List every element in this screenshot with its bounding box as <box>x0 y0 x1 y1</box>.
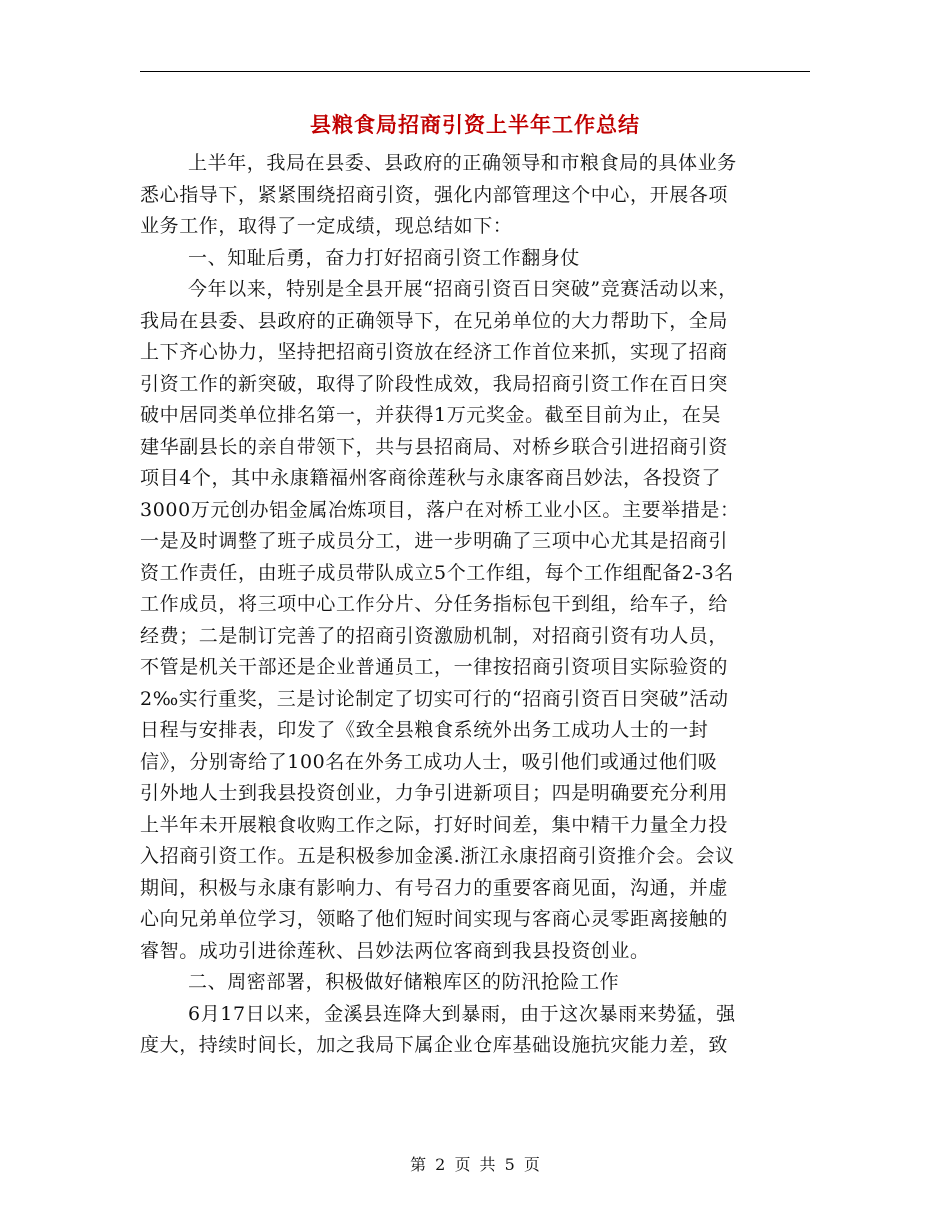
body-line: 资工作责任，由班子成员带队成立5个工作组，每个工作组配备2-3名 <box>140 561 734 584</box>
body-line: 6月17日以来，金溪县连降大到暴雨，由于这次暴雨来势猛，强 <box>188 1002 736 1025</box>
body-line: 入招商引资工作。五是积极参加金溪.浙江永康招商引资推介会。会议 <box>140 845 735 867</box>
header-rule <box>140 71 810 72</box>
body-line: 建华副县长的亲自带领下，共与县招商局、对桥乡联合引进招商引资 <box>140 435 729 458</box>
body-line: 经费；二是制订完善了的招商引资激励机制，对招商引资有功人员， <box>140 624 729 647</box>
document-body <box>140 148 810 1062</box>
body-line: 上下齐心协力，坚持把招商引资放在经济工作首位来抓，实现了招商 <box>140 341 729 363</box>
page-number: 第 2 页 共 5 页 <box>410 1155 540 1174</box>
body-line: 项目4个，其中永康籍福州客商徐莲秋与永康客商吕妙法，各投资了 <box>140 467 722 489</box>
body-line: 心向兄弟单位学习，领略了他们短时间实现与客商心灵零距离接触的 <box>140 908 729 930</box>
body-line: 期间，积极与永康有影响力、有号召力的重要客商见面，沟通，并虚 <box>140 876 729 899</box>
body-line: 信》，分别寄给了100名在外务工成功人士，吸引他们或通过他们吸 <box>140 750 718 773</box>
body-line: 不管是机关干部还是企业普通员工，一律按招商引资项目实际验资的 <box>140 656 729 678</box>
section-heading-1: 一、知耻后勇，奋力打好招商引资工作翻身仗 <box>188 246 581 269</box>
body-line: 3000万元创办铝金属冶炼项目，落户在对桥工业小区。主要举措是： <box>140 498 740 521</box>
body-line: 引外地人士到我县投资创业，力争引进新项目；四是明确要充分利用 <box>140 782 729 804</box>
body-line: 上半年未开展粮食收购工作之际，打好时间差，集中精干力量全力投 <box>140 813 729 836</box>
document-title: 县粮食局招商引资上半年工作总结 <box>310 113 640 137</box>
body-line: 业务工作，取得了一定成绩，现总结如下： <box>140 215 513 237</box>
body-line: 上半年，我局在县委、县政府的正确领导和市粮食局的具体业务 <box>188 152 737 174</box>
body-line: 度大，持续时间长，加之我局下属企业仓库基础设施抗灾能力差，致 <box>140 1034 729 1056</box>
body-line: 今年以来，特别是全县开展“招商引资百日突破”竞赛活动以来， <box>188 278 738 300</box>
body-line: 工作成员，将三项中心工作分片、分任务指标包干到组，给车子，给 <box>140 593 729 615</box>
body-line: 睿智。成功引进徐莲秋、吕妙法两位客商到我县投资创业。 <box>140 939 650 962</box>
body-line: 我局在县委、县政府的正确领导下，在兄弟单位的大力帮助下，全局 <box>140 309 729 332</box>
body-line: 2‰实行重奖，三是讨论制定了切实可行的“招商引资百日突破”活动 <box>140 687 729 710</box>
body-line: 破中居同类单位排名第一，并获得1万元奖金。截至目前为止，在吴 <box>140 404 722 426</box>
body-line: 悉心指导下，紧紧围绕招商引资，强化内部管理这个中心，开展各项 <box>140 183 729 206</box>
section-heading-2: 二、周密部署，积极做好储粮库区的防汛抢险工作 <box>188 971 620 993</box>
body-line: 引资工作的新突破，取得了阶段性成效，我局招商引资工作在百日突 <box>140 372 729 395</box>
body-line: 日程与安排表，印发了《致全县粮食系统外出务工成功人士的一封 <box>140 719 709 741</box>
body-line: 一是及时调整了班子成员分工，进一步明确了三项中心尤其是招商引 <box>140 530 729 552</box>
